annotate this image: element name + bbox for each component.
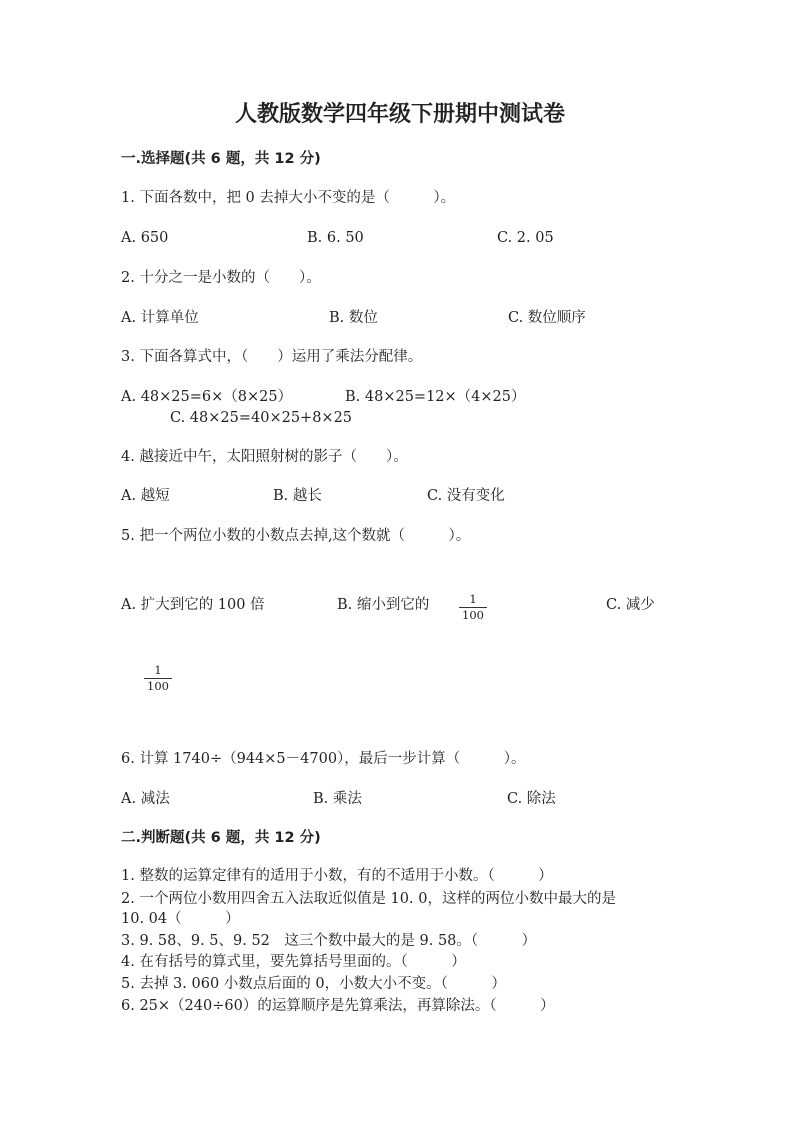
question-6-option-a: A. 减法 <box>121 791 170 807</box>
question-6-option-b: B. 乘法 <box>313 791 362 807</box>
judgement-item-1: 1. 整数的运算定律有的适用于小数，有的不适用于小数。（ ） <box>121 868 553 884</box>
fraction-one-hundredth-continued <box>144 664 172 693</box>
fraction-numerator: 1 <box>469 592 477 606</box>
judgement-item-3: 3. 9. 58、9. 5、9. 52 这三个数中最大的是 9. 58。（ ） <box>121 933 537 949</box>
fraction-numerator: 1 <box>154 663 162 677</box>
section-heading-judgement: 二.判断题(共 6 题，共 12 分) <box>121 830 321 846</box>
question-6-option-c: C. 除法 <box>507 791 556 807</box>
section-heading-choice: 一.选择题(共 6 题，共 12 分) <box>121 151 321 167</box>
question-3: 3. 下面各算式中，（ ）运用了乘法分配律。 <box>121 349 423 365</box>
judgement-item-2: 2. 一个两位小数用四舍五入法取近似值是 10. 0，这样的两位小数中最大的是 <box>121 891 616 907</box>
question-4-option-c: C. 没有变化 <box>427 488 505 504</box>
question-1-option-a: A. 650 <box>121 230 169 246</box>
fraction-denominator: 100 <box>147 679 169 693</box>
judgement-item-2-continued: 10. 04（ ） <box>121 911 240 927</box>
question-4-option-b: B. 越长 <box>273 488 322 504</box>
fraction-denominator: 100 <box>462 608 484 622</box>
question-3-option-a: A. 48×25=6×（8×25） <box>121 389 293 405</box>
question-5-option-c: C. 减少 <box>606 597 655 613</box>
question-4-option-a: A. 越短 <box>121 488 170 504</box>
fraction-one-hundredth <box>459 593 487 622</box>
question-4: 4. 越接近中午，太阳照射树的影子（ ）。 <box>121 449 408 465</box>
page-title: 人教版数学四年级下册期中测试卷 <box>234 101 565 127</box>
question-1-option-c: C. 2. 05 <box>497 230 554 246</box>
question-3-option-b: B. 48×25=12×（4×25） <box>345 389 526 405</box>
question-6: 6. 计算 1740÷（944×5－4700），最后一步计算（ ）。 <box>121 751 526 767</box>
question-2: 2. 十分之一是小数的（ ）。 <box>121 270 321 286</box>
question-2-option-b: B. 数位 <box>329 310 378 326</box>
question-1: 1. 下面各数中，把 0 去掉大小不变的是（ ）。 <box>121 190 456 206</box>
question-3-option-c: C. 48×25=40×25+8×25 <box>170 410 353 426</box>
judgement-item-4: 4. 在有括号的算式里，要先算括号里面的。（ ） <box>121 954 466 970</box>
question-2-option-a: A. 计算单位 <box>121 310 199 326</box>
question-5-option-b: B. 缩小到它的 <box>337 597 430 613</box>
question-2-option-c: C. 数位顺序 <box>508 310 586 326</box>
judgement-item-5: 5. 去掉 3. 060 小数点后面的 0，小数大小不变。（ ） <box>121 976 506 992</box>
question-5: 5. 把一个两位小数的小数点去掉,这个数就（ ）。 <box>121 528 471 544</box>
judgement-item-6: 6. 25×（240÷60）的运算顺序是先算乘法，再算除法。（ ） <box>121 998 555 1014</box>
question-1-option-b: B. 6. 50 <box>307 230 364 246</box>
question-5-option-a: A. 扩大到它的 100 倍 <box>121 597 265 613</box>
